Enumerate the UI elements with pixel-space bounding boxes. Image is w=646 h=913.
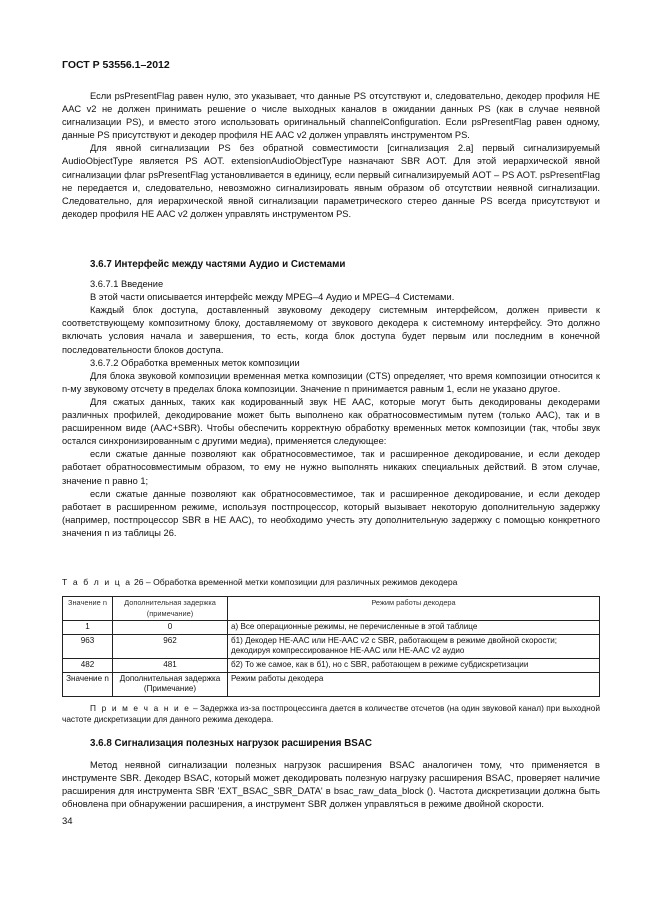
header-cell: Дополнительная задержка (примечание) [113,597,228,621]
table-cell: Значение n [63,672,113,696]
paragraph: Для блока звуковой композиции временная метка композиции (CTS) определяет, что время композиции относится к n-му звуковому отсчету в пределах блока композиции. Значение n принимается равным 1, если не указано другое. [62,370,600,394]
document-header: ГОСТ Р 53556.1–2012 [62,59,170,71]
intro-paragraphs [62,90,600,221]
section-3-6-8 [62,737,600,811]
paragraph: Для сжатых данных, таких как кодированный звук HE AAC, которые могут быть декодированы декодерами различных профилей, декодирование может быть выполнено как обратносовместимым путем (только AAC), так и в расширенном виде (AAC+SBR). Чтобы обеспечить корректную обработку временных меток композиции (так, чтобы звук остался синхронизированным с другими медиа), применяется следующее: [62,396,600,447]
note-prefix: П р и м е ч а н и е [90,702,191,713]
table-row [63,658,600,672]
header-cell: Значение n [63,597,113,621]
subsection-title: 3.6.7.2 Обработка временных меток композиции [90,357,300,368]
table-cell: Режим работы декодера [228,672,600,696]
table-row [63,634,600,658]
table-cell: 0 [113,621,228,635]
table-cell: 482 [63,658,113,672]
header-cell: Режим работы декодера [228,597,600,621]
table-cell: а) Все операционные режимы, не перечисленные в этой таблице [228,621,600,635]
note-text: – Задержка из-за постпроцессинга дается в количестве отсчетов (на один звуковой канал) при выходной частоте дискретизации для данного режима декодера. [62,702,600,725]
composition-timestamp-table [62,596,600,697]
table-caption-prefix: Т а б л и ц а [62,577,132,587]
table-26 [62,577,600,726]
table-note [62,703,600,726]
table-cell: 963 [63,634,113,658]
table-cell: б2) То же самое, как в б1), но с SBR, работающем в режиме субдискретизации [228,658,600,672]
paragraph: если сжатые данные позволяют как обратносовместимое, так и расширенное декодирование, и если декодер работает в расширенном режиме, используя постпроцессор, который вызывает некоторую дополнительную задержку (например, постпроцессор SBR в HE AAC), то необходимо учесть эту дополнительную задержку с помощью конкретного значения n из таблицы 26. [62,488,600,538]
table-cell: б1) Декодер HE-AAC или HE-AAC v2 с SBR, работающем в режиме двойной скорости; декодируя компрессированное HE-AAC или HE-AAC v2 аудио [228,634,600,658]
table-header-row [63,597,600,621]
paragraph: Каждый блок доступа, доставленный звуковому декодеру системным интерфейсом, должен привести к соответствующему композитному блоку, доставляемому от звукового декодера к системному интерфейсу. Это должно включать условия начала и завершения, то есть, когда блок доступа будет первым или последним в конечной последовательности блоков доступа. [62,305,600,355]
table-caption [62,577,600,588]
table-caption-text: 26 – Обработка временной метки композиции для различных режимов декодера [133,577,458,587]
subsection-title: 3.6.7.1 Введение [90,279,164,290]
paragraph: Для явной сигнализации PS без обратной совместимости [сигнализация 2.a] первый сигнализируемый AudioObjectType является PS AOT. extensionAudioObjectType назначают SBR AOT. Для этой иерархической явной сигнализации флаг psPresentFlag установливается в единицу, если первый сигнализируемый AOT – PS AOT. psPresentFlag не передается и, следовательно, невозможно сигнализировать явным образом об отсутствии неявной сигнализации. Следовательно, для иерархической явной сигнализации параметрического стерео данные PS всегда присутствуют и декодер профиля HE AAC v2 должен управлять инструментом PS. [62,143,600,219]
paragraph: В этой части описывается интерфейс между MPEG–4 Аудио и MPEG–4 Системами. [90,292,455,303]
table-cell: 1 [63,621,113,635]
section-title: 3.6.8 Сигнализация полезных нагрузок расширения BSAC [90,738,372,749]
table-row [63,672,600,696]
paragraph: если сжатые данные позволяют как обратносовместимое, так и расширенное декодирование, и если декодер работает обратносовместимым образом, то ему не нужно выполнять никаких специальных действий. В этом случае, значение n равно 1; [62,449,600,486]
table-row [63,621,600,635]
table-cell: 962 [113,634,228,658]
paragraph: Если psPresentFlag равен нулю, это указывает, что данные PS отсутствуют и, следовательно, декодер профиля HE AAC v2 не должен принимать решение о числе выходных каналов в ожидании данных PS (как в случае неявной сигнализации PS), и вместо этого использовать оригинальный channelConfiguration. Если psPresentFlag равен одному, данные PS присутствуют и декодер профиля HE AAC v2 должен управлять инструментом PS. [62,91,600,141]
section-title: 3.6.7 Интерфейс между частями Аудио и Системами [90,259,346,270]
section-3-6-7 [62,258,600,540]
table-cell: Дополнительная задержка (Примечание) [113,672,228,696]
paragraph: Метод неявной сигнализации полезных нагрузок расширения BSAC аналогичен тому, что применяется в инструменте SBR. Декодер BSAC, который может декодировать полезную нагрузку расширения BSAC, проверяет наличие расширения для инструмента SBR 'EXT_BSAC_SBR_DATA' в bsac_raw_data_block (). Частота дискретизации должна быть обновлена при обнаружении расширения, а инструмент SBR должен управляться в режиме двойной скорости. [62,760,600,810]
table-cell: 481 [113,658,228,672]
page-number: 34 [62,816,73,827]
